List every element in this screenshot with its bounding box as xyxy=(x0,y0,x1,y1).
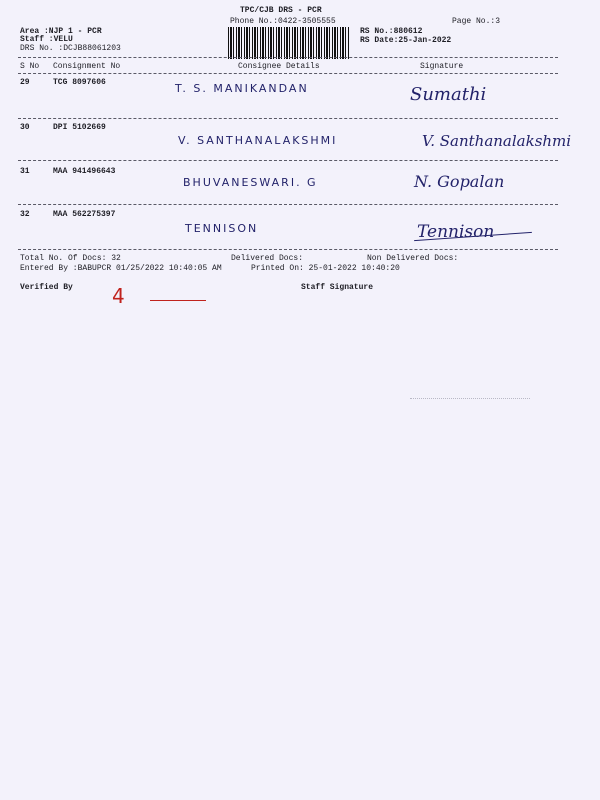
column-consignment: Consignment No xyxy=(53,62,121,71)
row-consignee-name: T. S. MANIKANDAN xyxy=(175,82,309,95)
rs-number: RS No.:880612 xyxy=(360,27,423,36)
row-signature: V. Santhanalakshmi xyxy=(422,132,572,150)
row-sno: 29 xyxy=(20,78,30,87)
staff-label: Staff :VELU xyxy=(20,35,73,44)
row-signature: Sumathi xyxy=(410,84,487,105)
row-consignment-no: TCG 8097606 xyxy=(53,78,106,87)
row-sno: 32 xyxy=(20,210,30,219)
row-consignment-no: MAA 941496643 xyxy=(53,167,116,176)
rs-date: RS Date:25-Jan-2022 xyxy=(360,36,452,45)
non-delivered-docs: Non Delivered Docs: xyxy=(367,254,459,263)
row-signature: Tennison xyxy=(417,222,495,242)
scan-artifact xyxy=(410,398,530,399)
row-consignment-no: DPI 5102669 xyxy=(53,123,106,132)
divider xyxy=(18,57,558,58)
printed-on: Printed On: 25-01-2022 10:40:20 xyxy=(251,264,400,273)
row-signature: N. Gopalan xyxy=(414,172,505,191)
area-label: Area :NJP 1 - PCR xyxy=(20,27,102,36)
row-sno: 31 xyxy=(20,167,30,176)
delivered-docs: Delivered Docs: xyxy=(231,254,304,263)
column-consignee: Consignee Details xyxy=(238,62,320,71)
drs-number: DRS No. :DCJB88061203 xyxy=(20,44,121,53)
divider xyxy=(18,160,558,161)
divider xyxy=(18,204,558,205)
row-consignee-name: TENNISON xyxy=(185,222,259,235)
verified-by-label: Verified By xyxy=(20,283,73,292)
page-number: Page No.:3 xyxy=(452,17,501,26)
row-consignment-no: MAA 562275397 xyxy=(53,210,116,219)
staff-signature-label: Staff Signature xyxy=(301,283,374,292)
barcode xyxy=(228,27,350,59)
row-consignee-name: BHUVANESWARI. G xyxy=(183,176,318,189)
column-sno: S No xyxy=(20,62,40,71)
phone-number: Phone No.:0422-3505555 xyxy=(230,17,336,26)
row-sno: 30 xyxy=(20,123,30,132)
divider xyxy=(18,118,558,119)
verified-mark: 4 xyxy=(112,284,125,308)
report-title: TPC/CJB DRS - PCR xyxy=(240,6,322,15)
divider xyxy=(18,249,558,250)
column-signature: Signature xyxy=(420,62,464,71)
row-consignee-name: V. SANTHANALAKSHMI xyxy=(178,134,338,147)
entered-by: Entered By :BABUPCR 01/25/2022 10:40:05 AM xyxy=(20,264,222,273)
verified-stroke xyxy=(150,300,206,301)
total-docs: Total No. Of Docs: 32 xyxy=(20,254,121,263)
divider xyxy=(18,73,558,74)
